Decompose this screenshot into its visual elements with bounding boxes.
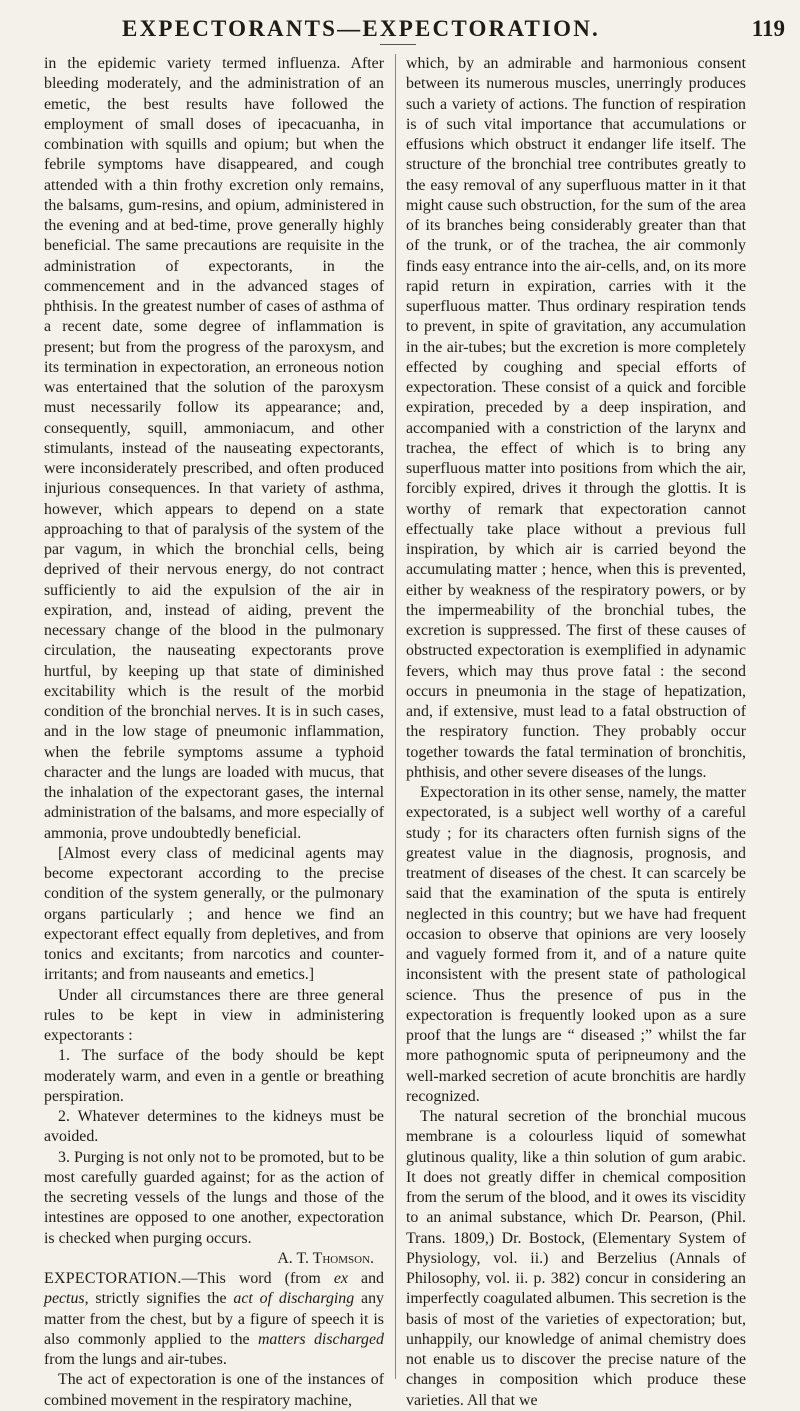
entry-term: matters discharged (257, 1330, 384, 1348)
rule-item: 2. Whatever determines to the kidneys must be avoided. (44, 1108, 384, 1146)
entry-text: any matter from the chest, but by a figure of speech it is also commonly applied to the (44, 1290, 384, 1348)
entry-text: —This word (from (181, 1270, 334, 1287)
paragraph: The natural secretion of the bronchial mucous membrane is a colourless liquid of somewhat glutinous quality, like a thin solution of gum arabic. It does not greatly differ in chemical composition from the serum of the blood, and it owes its viscidity to an animal substance, which Dr. Pearson, (Phil. Trans. 1809,) Dr. Bostock, (Elementary System of Physiology, vol. ii.) and Berzelius (Annals of Philosophy, vol. ii. p. 382) concur in considering an imperfectly coagulated albumen. This secretion is the basis of most of the varieties of expectoration; but, unhappily, our knowledge of animal chemistry does not enable us to discover the precise nature of the changes in composition which produce these varieties. All that we (406, 1108, 746, 1409)
column-divider (395, 54, 396, 1379)
entry-term: act of discharging (233, 1290, 355, 1308)
header-ornament (380, 44, 416, 45)
entry-paragraph (44, 1269, 384, 1370)
paragraph: Expectoration in its other sense, namely, the matter expectorated, is a subject well worthy of a careful study ; for its characters often furnish signs of the greatest value in the diagnosis, prognosis, and treatment of diseases of the chest. It can scarcely be said that the examination of the sputa is entirely neglected in this country; but we have had frequent occasion to observe that opinions are very loosely and vaguely formed from it, and of a nature quite inconsistent with the present state of pathological science. Thus the presence of pus in the expectoration is frequently looked upon as a sure proof that the lungs are “ diseased ;” whilst the far more pathognomic sputa of peripneumony and the well-marked secretion of acute bronchitis are hardly recognized. (406, 784, 746, 1105)
entry-term: pectus (44, 1290, 85, 1308)
entry-headword: EXPECTORATION. (44, 1270, 182, 1287)
paragraph: in the epidemic variety termed influenza. After bleeding moderately, and the administration of an emetic, the best results have followed the employment of small doses of ipecacuanha, in combination with squills and opium; but when the febrile symptoms have disappeared, and cough attended with a thin frothy excretion only remains, the balsams, gum-resins, and opium, administered in the evening and at bed-time, prove generally highly beneficial. The same precautions are requisite in the administration of expectorants, in the commencement and in the advanced stages of phthisis. In the greatest number of cases of asthma of a recent date, some degree of inflammation is present; but from the progress of the paroxysm, and its termination in expectoration, an erroneous notion was entertained that the solution of the paroxysm must necessarily follow its appearance; and, consequently, squill, ammoniacum, and other stimulants, instead of the nauseating expectorants, were inconsiderately prescribed, and often produced injurious consequences. In that variety of asthma, however, which appears to depend on a state approaching to that of paralysis of the system of the par vagum, in which the bronchial cells, being deprived of their nervous energy, do not contract sufficiently to aid the expulsion of the air in expiration, and, instead of aiding, prevent the necessary change of the blood in the pulmonary circulation, the nauseating expectorants prove hurtful, by keeping up that state of diminished excitability which is the result of the morbid condition of the bronchial nerves. It is in such cases, and in the low stage of pneumonic inflammation, when the febrile symptoms assume a typhoid character and the lungs are loaded with mucus, that the inhalation of the expectorant gases, the internal administration of the balsams, and more especially of ammonia, prove undoubtedly beneficial. (44, 55, 384, 842)
rule-item: 3. Purging is not only not to be promoted, but to be most carefully guarded against; for as the action of the secreting vessels of the lungs and those of the intestines are opposed to one another, expectoration is checked when purging occurs. (44, 1148, 384, 1247)
paragraph: which, by an admirable and harmonious consent between its numerous muscles, unerringly produces such a variety of actions. The function of respiration is of such vital importance that accumulations or effusions which obstruct it endanger life itself. The structure of the bronchial tree contributes greatly to the easy removal of any superfluous matter in it that might cause such obstruction, for the sum of the area of its branches being considerably greater than that of the trunk, or of the trachea, the air commonly finds easy entrance into the air-cells, and, on its more rapid return in expiration, carries with it the superfluous matter. Thus ordinary respiration tends to prevent, in spite of gravitation, any accumulation in the air-tubes; but the excretion is more completely effected by coughing and special efforts of expectoration. These consist of a quick and forcible expiration, preceded by a deep inspiration, and accompanied with a constriction of the larynx and trachea, the effect of which is to bring any superfluous matter into positions from which the air, forcibly expired, drives it through the glottis. It is worthy of remark that expectoration cannot effectually take place without a previous full inspiration, by which air is carried beyond the accumulating matter ; hence, when this is prevented, either by weakness of the respiratory powers, or by the impermeability of the bronchial tubes, the excretion is suppressed. The first of these causes of obstructed expectoration is exemplified in adynamic fevers, which may thus prove fatal : the second occurs in pneumonia in the stage of hepatization, and, if extensive, must lead to a fatal obstruction of the respiratory function. They probably occur together towards the fatal termination of bronchitis, phthisis, and other severe diseases of the lungs. (406, 55, 746, 781)
left-column (44, 54, 384, 1411)
paragraph: The act of expectoration is one of the instances of combined movement in the respiratory machine, (44, 1371, 384, 1409)
entry-text: and (347, 1270, 384, 1287)
right-column (406, 54, 746, 1411)
entry-text: , strictly signifies the (84, 1290, 234, 1308)
running-title: EXPECTORANTS—EXPECTORATION. (122, 16, 600, 41)
author-signature: A. T. Thomson. (277, 1249, 374, 1267)
page-number: 119 (751, 16, 785, 41)
paragraph: [Almost every class of medicinal agents may become expectorant according to the precise condition of the system generally, or the pulmonary organs particularly ; and hence we find an expectorant effect equally from depletives, and from tonics and excitants; from narcotics and counter-irritants; and from nauseants and emetics.] (44, 844, 384, 984)
rule-item: 1. The surface of the body should be kept moderately warm, and even in a gentle or breathing perspiration. (44, 1047, 384, 1105)
paragraph: Under all circumstances there are three general rules to be kept in view in administering expectorants : (44, 986, 384, 1044)
entry-term: ex (333, 1270, 348, 1287)
page-header (40, 14, 785, 54)
entry-text: from the lungs and air-tubes. (44, 1351, 227, 1368)
